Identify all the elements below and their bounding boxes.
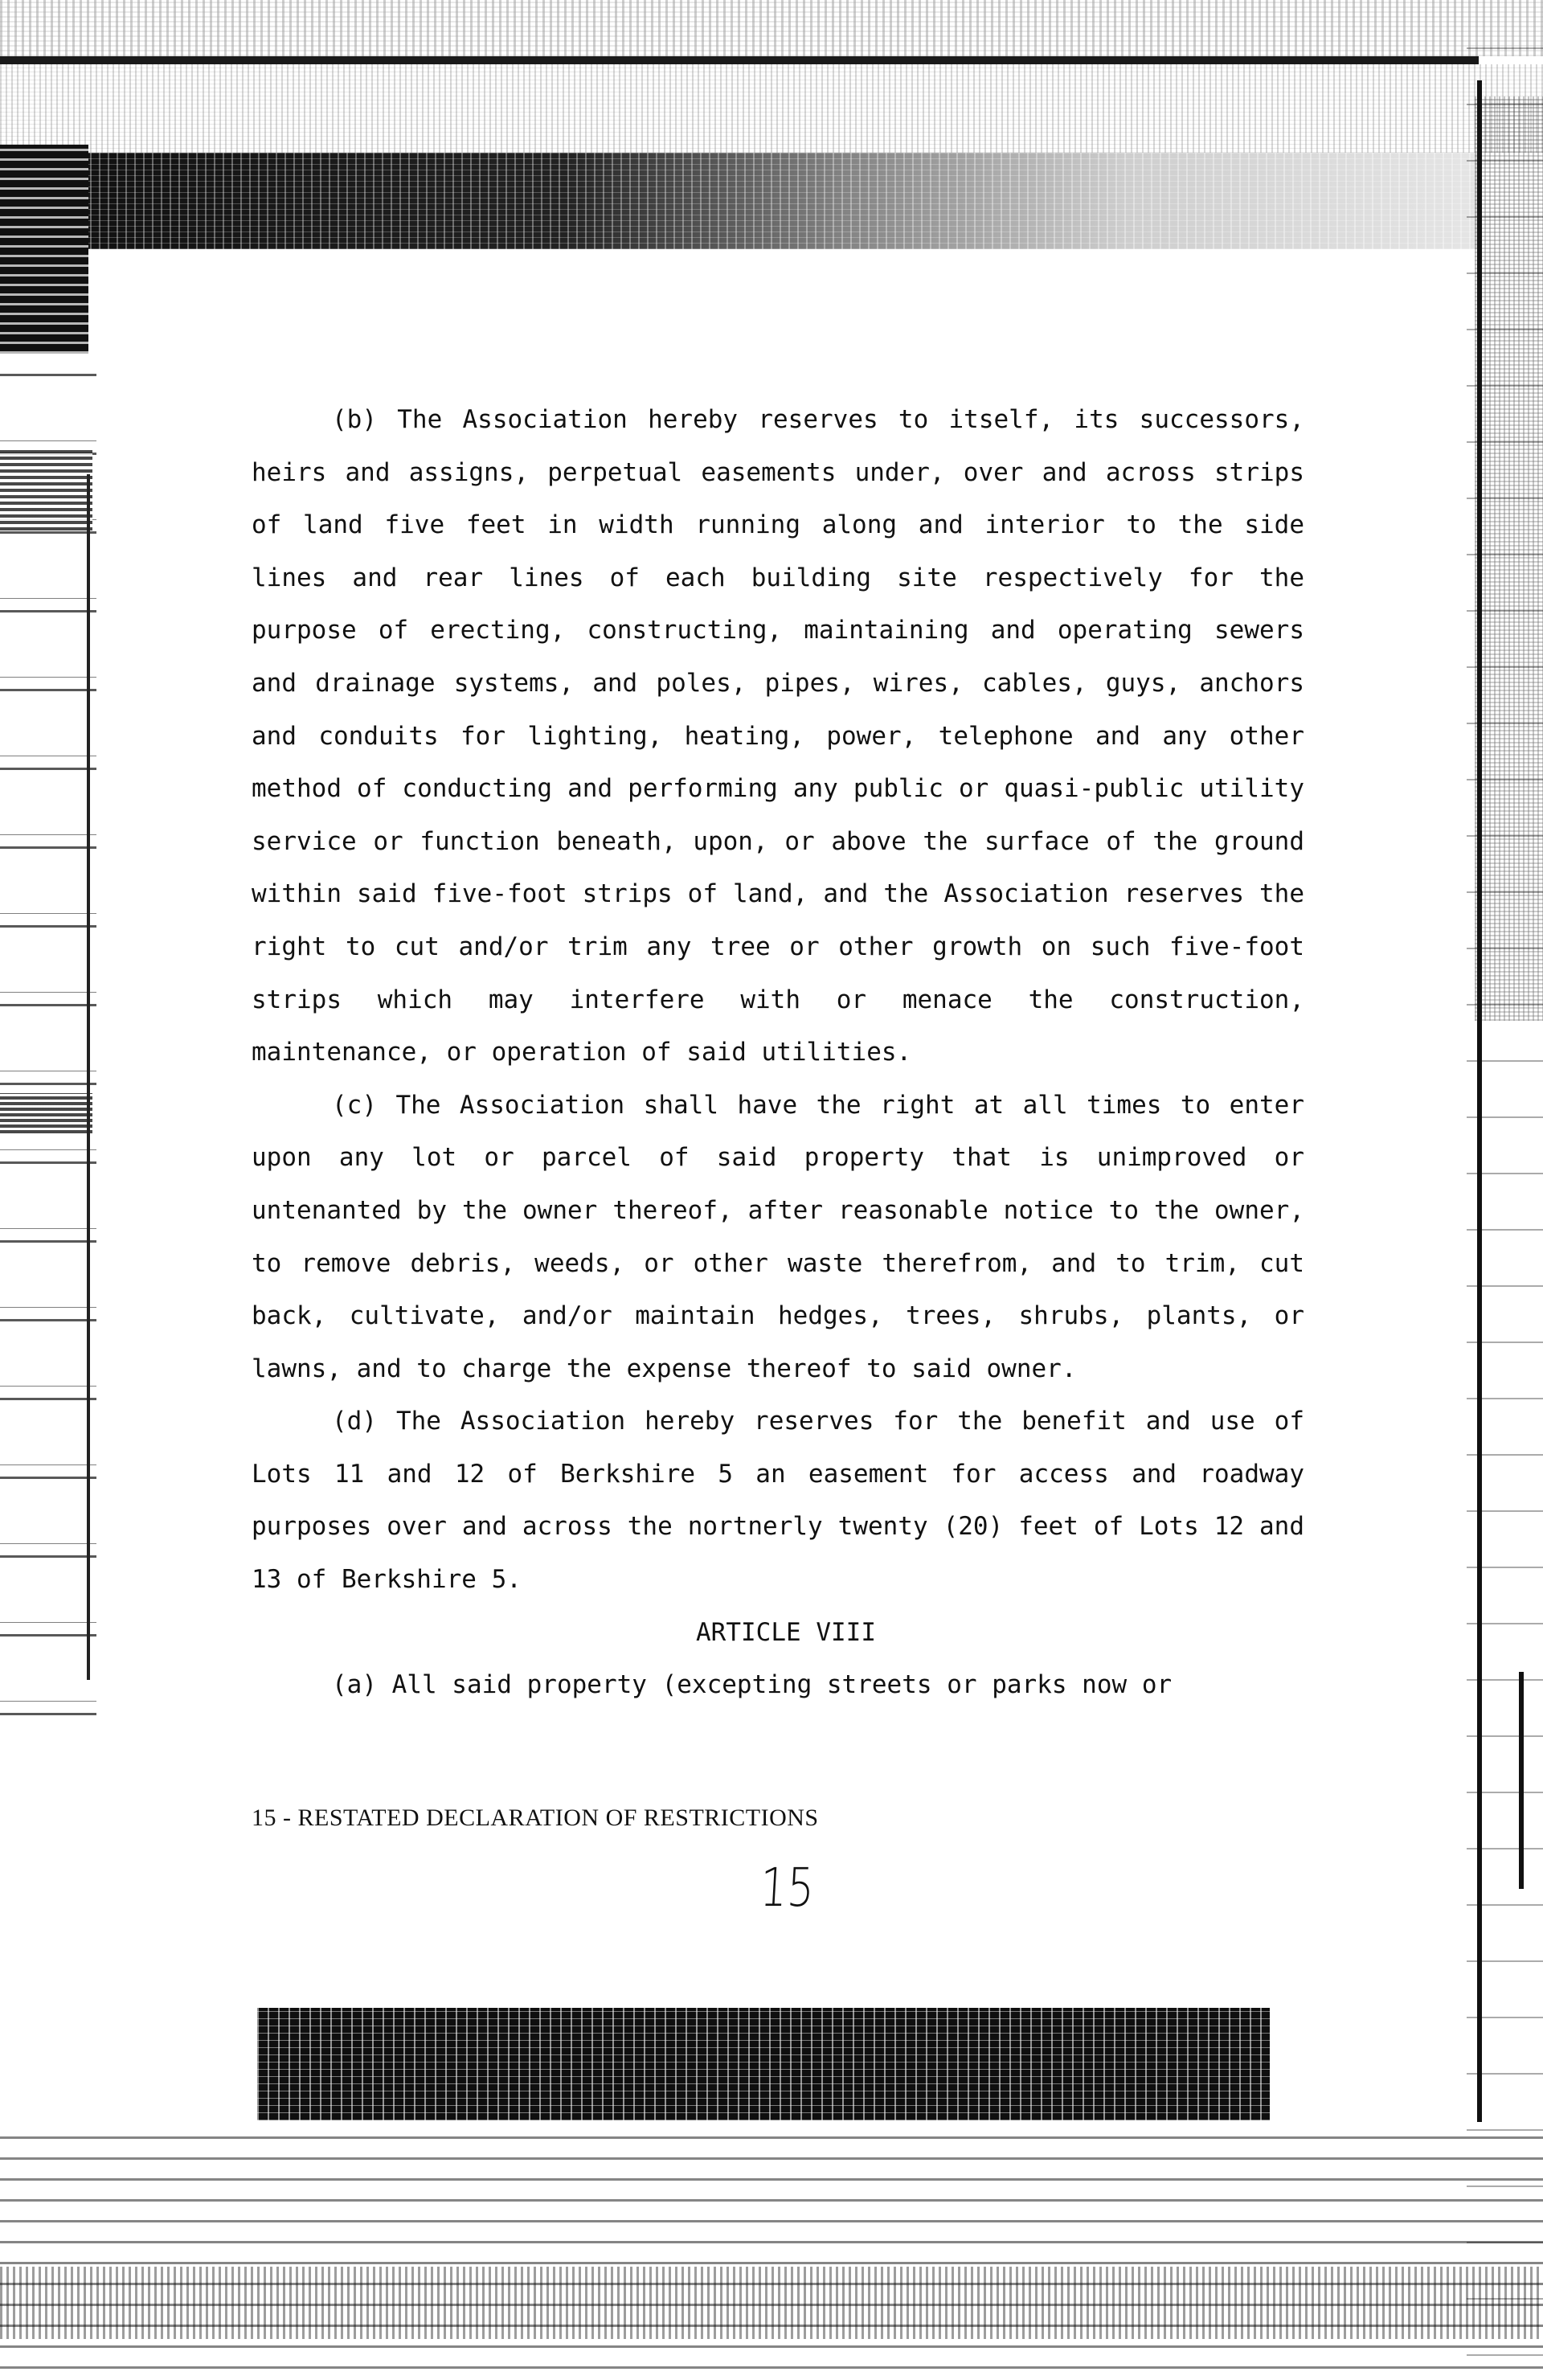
scan-noise-top-2 — [0, 64, 1543, 153]
scan-bar-top — [0, 56, 1479, 64]
left-margin-line — [87, 474, 90, 1680]
scan-noise-bottom-block — [257, 2008, 1270, 2120]
article-heading: ARTICLE VIII — [696, 1617, 876, 1647]
page-footer: 15 - RESTATED DECLARATION OF RESTRICTIONS — [252, 1804, 819, 1831]
left-margin-stamp — [0, 145, 88, 354]
paragraph-c: (c) The Association shall have the right at all times to enter upon any lot or parcel of said property that is unimproved or untenanted by the owner thereof, after reasonable notice to the owner, to remove debris, weeds, or other waste therefrom, and to trim, cut back, cultivate, and/or maintain hedges, trees, shrubs, plants, or lawns, and to charge the expense thereof to said owner. — [252, 1090, 1304, 1383]
document-body — [252, 394, 1304, 1712]
right-margin-rules — [1467, 0, 1543, 2380]
paragraph-b: (b) The Association hereby reserves to itself, its successors, heirs and assigns, perpetual easements under, over and across strips of land five feet in width running along and interior to the side lines and rear lines of each building site respectively for the purpose of erecting, constructing, maintaining and operating sewers and drainage systems, and poles, pipes, wires, cables, guys, anchors and conduits for lighting, heating, power, telephone and any other method of conducting and performing any public or quasi-public utility service or function beneath, upon, or above the surface of the ground within said five-foot strips of land, and the Association reserves the right to cut and/or trim any tree or other growth on such five-foot strips which may interfere with or menace the construction, maintenance, or operation of said utilities. — [252, 405, 1304, 1067]
left-margin-block — [0, 1093, 92, 1133]
scan-strip-bottom — [0, 2267, 1543, 2339]
handwritten-page-number: 15 — [758, 1857, 817, 1919]
right-margin-line — [1477, 80, 1482, 2122]
paragraph-d: (d) The Association hereby reserves for the benefit and use of Lots 11 and 12 of Berkshire 5 an easement for access and roadway purposes over and across the nortnerly twenty (20) feet of Lots 12 and 13 of Berkshire 5. — [252, 1407, 1304, 1595]
right-margin-noise — [1475, 96, 1543, 1021]
article-paragraph-a: (a) All said property (excepting streets or parks now or — [332, 1670, 1173, 1700]
left-margin-rules — [0, 370, 96, 1752]
scan-noise-top — [0, 0, 1543, 56]
scan-rules-bottom — [0, 2130, 1543, 2380]
right-margin-line — [1519, 1672, 1524, 1889]
scan-dark-band-top — [72, 153, 1479, 249]
left-margin-block — [0, 450, 92, 530]
